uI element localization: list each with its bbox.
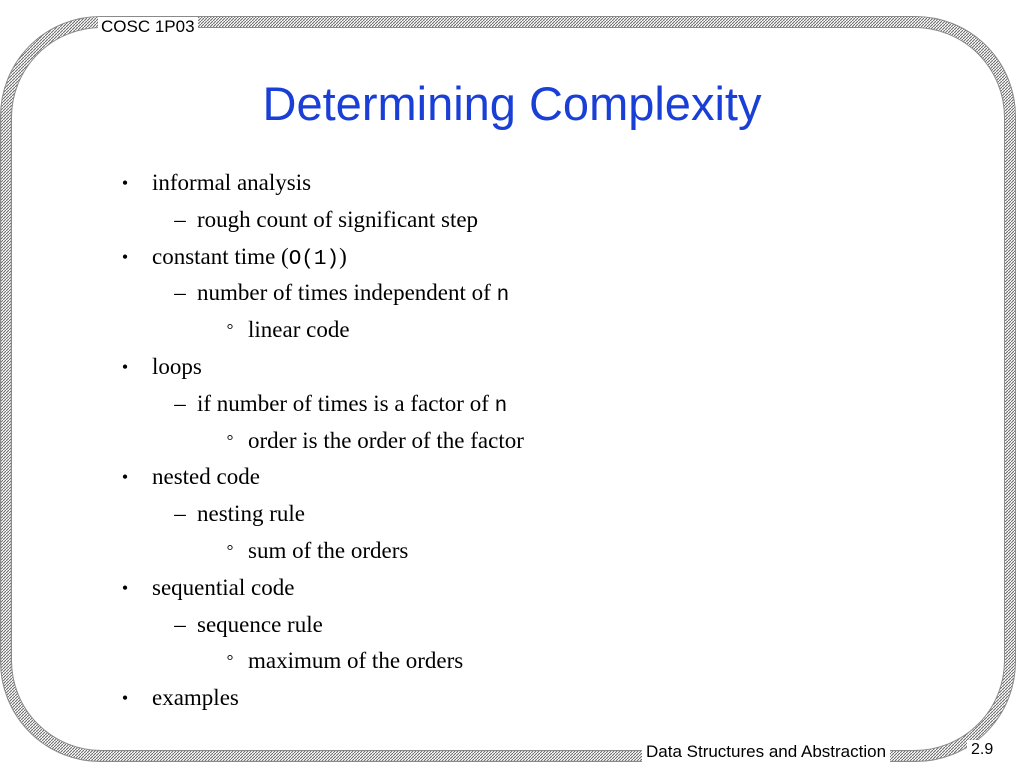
footer-course-name: Data Structures and Abstraction bbox=[642, 741, 890, 763]
subbullet-text: rough count of significant step bbox=[197, 206, 479, 232]
subbullet-rough-count bbox=[0, 202, 1024, 239]
bullet-loops bbox=[0, 349, 1024, 386]
code-snippet: n bbox=[494, 394, 508, 418]
bullet-marker: • bbox=[121, 246, 129, 267]
bullet-marker: • bbox=[121, 356, 129, 377]
subsubbullet-text: sum of the orders bbox=[248, 537, 409, 563]
bullet-text-group bbox=[152, 239, 347, 279]
slide-title: Determining Complexity bbox=[262, 77, 762, 130]
subbullet-text: sequence rule bbox=[197, 611, 323, 637]
subsubbullet-text: maximum of the orders bbox=[248, 648, 464, 674]
bullet-examples bbox=[0, 680, 1024, 717]
subbullet-text-group bbox=[197, 275, 509, 315]
bullet-sequential-code bbox=[0, 570, 1024, 607]
dash-marker: – bbox=[174, 206, 186, 232]
subsubbullet-order-of-factor bbox=[0, 423, 1024, 460]
subbullet-text: number of times independent of bbox=[197, 280, 497, 306]
bullet-informal-analysis bbox=[0, 165, 1024, 202]
dash-marker: – bbox=[174, 390, 186, 416]
dash-marker: – bbox=[174, 280, 186, 306]
bullet-marker: • bbox=[121, 688, 129, 709]
course-code: COSC 1P03 bbox=[98, 17, 198, 37]
degree-marker: ° bbox=[226, 651, 234, 671]
subbullet-text: nesting rule bbox=[197, 501, 305, 527]
subbullet-sequence-rule bbox=[0, 607, 1024, 644]
subbullet-factor-of-n bbox=[0, 386, 1024, 423]
dash-marker: – bbox=[174, 611, 186, 637]
code-snippet: n bbox=[496, 284, 510, 308]
bullet-marker: • bbox=[121, 467, 129, 488]
bullet-constant-time bbox=[0, 239, 1024, 276]
bullet-nested-code bbox=[0, 459, 1024, 496]
bullet-text: sequential code bbox=[152, 574, 295, 600]
subbullet-nesting-rule bbox=[0, 496, 1024, 533]
bullet-text: constant time ( bbox=[152, 243, 289, 269]
bullet-text: nested code bbox=[152, 464, 260, 490]
dash-marker: – bbox=[174, 501, 186, 527]
degree-marker: ° bbox=[226, 320, 234, 340]
bullet-marker: • bbox=[121, 173, 129, 193]
subbullet-independent-of-n bbox=[0, 275, 1024, 312]
bullet-marker: • bbox=[121, 577, 129, 598]
bullet-list bbox=[0, 165, 1024, 717]
bullet-text-suffix: ) bbox=[339, 243, 347, 269]
subsubbullet-sum-of-orders bbox=[0, 533, 1024, 570]
bullet-text: informal analysis bbox=[152, 170, 312, 195]
subsubbullet-linear-code bbox=[0, 312, 1024, 349]
subsubbullet-text: linear code bbox=[248, 317, 350, 343]
degree-marker: ° bbox=[226, 540, 234, 560]
bullet-text: loops bbox=[152, 353, 202, 379]
subsubbullet-text: order is the order of the factor bbox=[248, 427, 524, 453]
subbullet-text: if number of times is a factor of bbox=[197, 390, 495, 416]
subbullet-text-group bbox=[197, 386, 507, 426]
bullet-text: examples bbox=[152, 685, 239, 711]
page-number: 2.9 bbox=[967, 740, 997, 760]
subsubbullet-maximum-of-orders bbox=[0, 643, 1024, 680]
code-snippet: O(1) bbox=[288, 247, 340, 271]
degree-marker: ° bbox=[226, 430, 234, 450]
